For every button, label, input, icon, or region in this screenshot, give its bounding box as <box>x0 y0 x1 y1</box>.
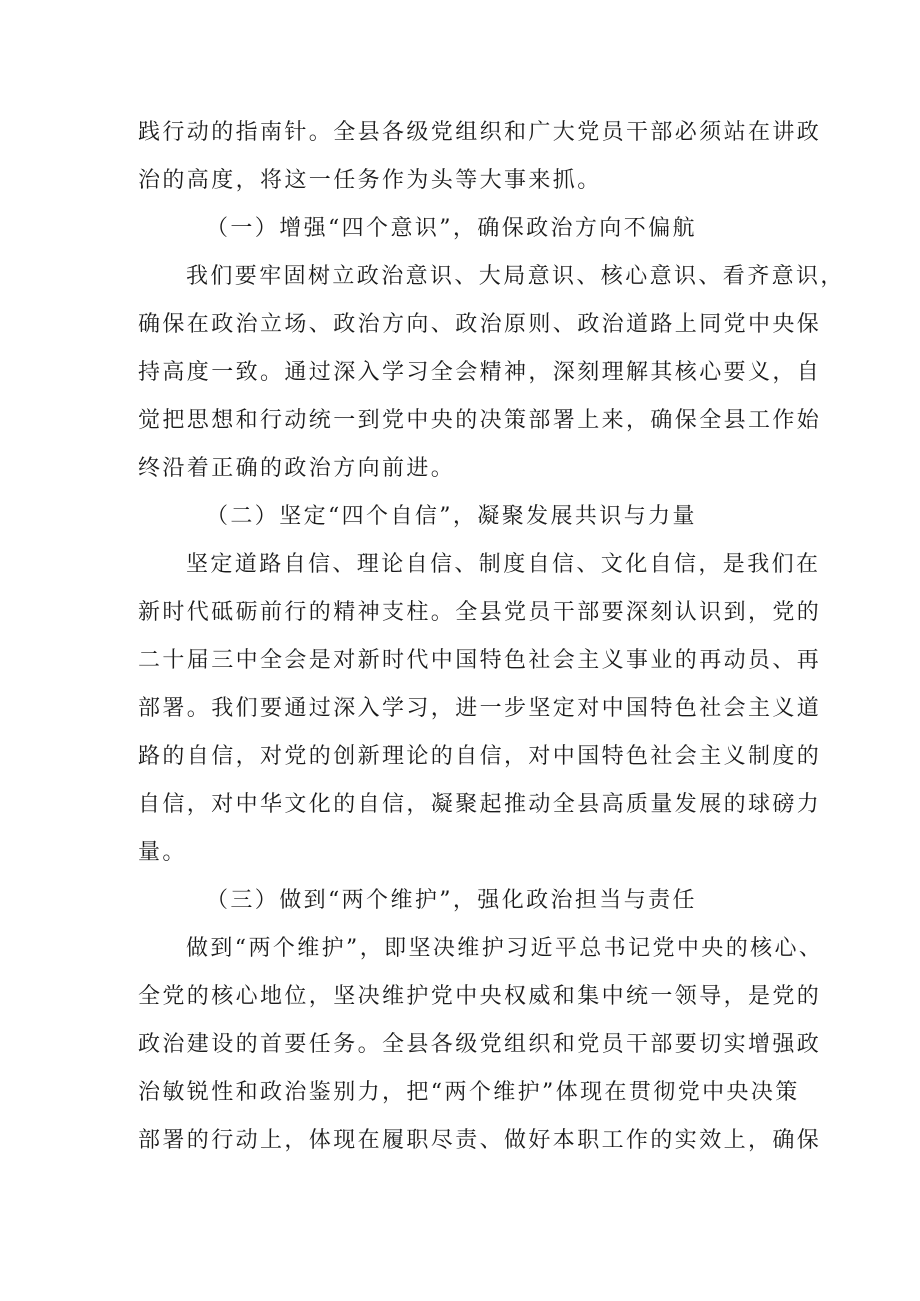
body-line: 路的自信，对党的创新理论的自信，对中国特色社会主义制度的 <box>138 744 822 769</box>
body-line: 觉把思想和行动统一到党中央的决策部署上来，确保全县工作始 <box>138 408 822 433</box>
section-heading-1: （一）增强“四个意识”，确保政治方向不偏航 <box>206 216 697 241</box>
body-line: 全党的核心地位，坚决维护党中央权威和集中统一领导，是党的 <box>138 984 822 1009</box>
body-line: 自信，对中华文化的自信，凝聚起推动全县高质量发展的球磅力 <box>138 792 822 817</box>
body-line: 坚定道路自信、理论自信、制度自信、文化自信，是我们在 <box>186 552 821 577</box>
body-line: 持高度一致。通过深入学习全会精神，深刻理解其核心要义，自 <box>138 360 822 385</box>
body-line: 践行动的指南针。全县各级党组织和广大党员干部必须站在讲政 <box>138 120 822 145</box>
body-line: 二十届三中全会是对新时代中国特色社会主义事业的再动员、再 <box>138 648 822 673</box>
body-line: 治敏锐性和政治鉴别力，把“两个维护”体现在贯彻党中央决策 <box>138 1080 800 1105</box>
body-line: 部署。我们要通过深入学习，进一步坚定对中国特色社会主义道 <box>138 696 822 721</box>
body-line: 政治建设的首要任务。全县各级党组织和党员干部要切实增强政 <box>138 1032 822 1057</box>
body-line: 做到“两个维护”，即坚决维护习近平总书记党中央的核心、 <box>186 936 824 961</box>
body-line: 新时代砥砺前行的精神支柱。全县党员干部要深刻认识到，党的 <box>138 600 822 625</box>
body-line: 确保在政治立场、政治方向、政治原则、政治道路上同党中央保 <box>138 312 822 337</box>
body-line: 我们要牢固树立政治意识、大局意识、核心意识、看齐意识， <box>186 264 845 289</box>
section-heading-3: （三）做到“两个维护”，强化政治担当与责任 <box>206 888 697 913</box>
body-line: 治的高度，将这一任务作为头等大事来抓。 <box>138 168 602 193</box>
body-line: 终沿着正确的政治方向前进。 <box>138 456 456 481</box>
section-heading-2: （二）坚定“四个自信”，凝聚发展共识与力量 <box>206 504 697 529</box>
body-line: 部署的行动上，体现在履职尽责、做好本职工作的实效上，确保 <box>138 1128 822 1153</box>
body-line: 量。 <box>138 840 187 865</box>
